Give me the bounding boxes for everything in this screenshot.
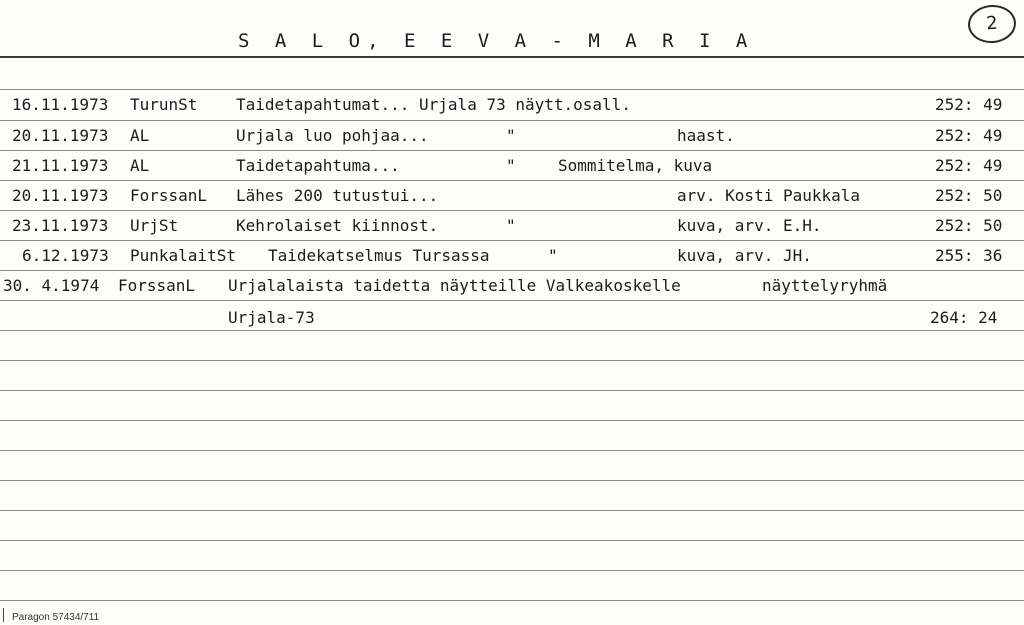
entry-row	[0, 274, 1024, 300]
entry-title: Taidekatselmus Tursassa	[268, 246, 490, 265]
entry-source: ForssanL	[118, 276, 196, 295]
header-rule	[0, 56, 1024, 58]
entry-title: Taidetapahtumat... Urjala 73 näytt.osall.	[236, 95, 631, 114]
entry-ref: 252: 50	[935, 216, 1003, 235]
entry-ref: 264: 24	[930, 308, 998, 327]
footer-mark	[3, 608, 4, 622]
ruled-line	[0, 180, 1024, 181]
print-code: Paragon 57434/711	[12, 612, 100, 623]
ruled-line	[0, 480, 1024, 481]
ruled-line	[0, 150, 1024, 151]
entry-note: haast.	[677, 126, 735, 145]
entry-ref: 252: 49	[935, 95, 1003, 114]
entry-note: näyttelyryhmä	[762, 276, 888, 295]
entry-source: UrjSt	[130, 216, 179, 235]
entry-row	[0, 214, 1024, 240]
ruled-line	[0, 89, 1024, 90]
entry-date: 21.11.1973	[12, 156, 109, 175]
ruled-line	[0, 210, 1024, 211]
entry-note: Sommitelma, kuva	[558, 156, 713, 175]
ruled-line	[0, 240, 1024, 241]
entry-title: Kehrolaiset kiinnost.	[236, 216, 439, 235]
ruled-line	[0, 360, 1024, 361]
ruled-line	[0, 450, 1024, 451]
entry-title: Urjalalaista taidetta näytteille Valkeakoskelle	[228, 276, 681, 295]
entry-row	[0, 93, 1024, 119]
entry-row	[0, 244, 1024, 270]
card-number-badge: 2	[967, 3, 1018, 44]
ruled-line	[0, 390, 1024, 391]
entry-source: TurunSt	[130, 95, 198, 114]
entry-ref: 252: 50	[935, 186, 1003, 205]
entry-ref: 252: 49	[935, 156, 1003, 175]
entry-row	[0, 154, 1024, 180]
entry-ditto: "	[506, 126, 516, 145]
card-title: S A L O, E E V A - M A R I A	[238, 30, 755, 52]
entry-ditto: "	[506, 156, 516, 175]
entry-source: ForssanL	[130, 186, 208, 205]
ruled-line	[0, 300, 1024, 301]
entry-ref: 255: 36	[935, 246, 1003, 265]
ruled-line	[0, 120, 1024, 121]
ruled-line	[0, 270, 1024, 271]
entry-note: kuva, arv. E.H.	[677, 216, 822, 235]
entry-ditto: "	[548, 246, 558, 265]
entry-row-continuation	[0, 306, 1024, 332]
entry-title: Urjala-73	[228, 308, 315, 327]
ruled-line	[0, 540, 1024, 541]
entry-note: kuva, arv. JH.	[677, 246, 812, 265]
entry-date: 20.11.1973	[12, 186, 109, 205]
entry-date: 16.11.1973	[12, 95, 109, 114]
ruled-line	[0, 510, 1024, 511]
ruled-line	[0, 420, 1024, 421]
entry-date: 20.11.1973	[12, 126, 109, 145]
entry-date: 23.11.1973	[12, 216, 109, 235]
entry-date: 30. 4.1974	[3, 276, 100, 295]
entry-title: Taidetapahtuma...	[236, 156, 400, 175]
entry-source: PunkalaitSt	[130, 246, 236, 265]
ruled-line	[0, 570, 1024, 571]
entry-note: arv. Kosti Paukkala	[677, 186, 861, 205]
entry-ditto: "	[506, 216, 516, 235]
entry-source: AL	[130, 156, 150, 175]
entry-row	[0, 124, 1024, 150]
entry-date: 6.12.1973	[22, 246, 109, 265]
ruled-line	[0, 600, 1024, 601]
entry-row	[0, 184, 1024, 210]
entry-title: Urjala luo pohjaa...	[236, 126, 429, 145]
entry-title: Lähes 200 tutustui...	[236, 186, 439, 205]
entry-ref: 252: 49	[935, 126, 1003, 145]
entry-source: AL	[130, 126, 150, 145]
